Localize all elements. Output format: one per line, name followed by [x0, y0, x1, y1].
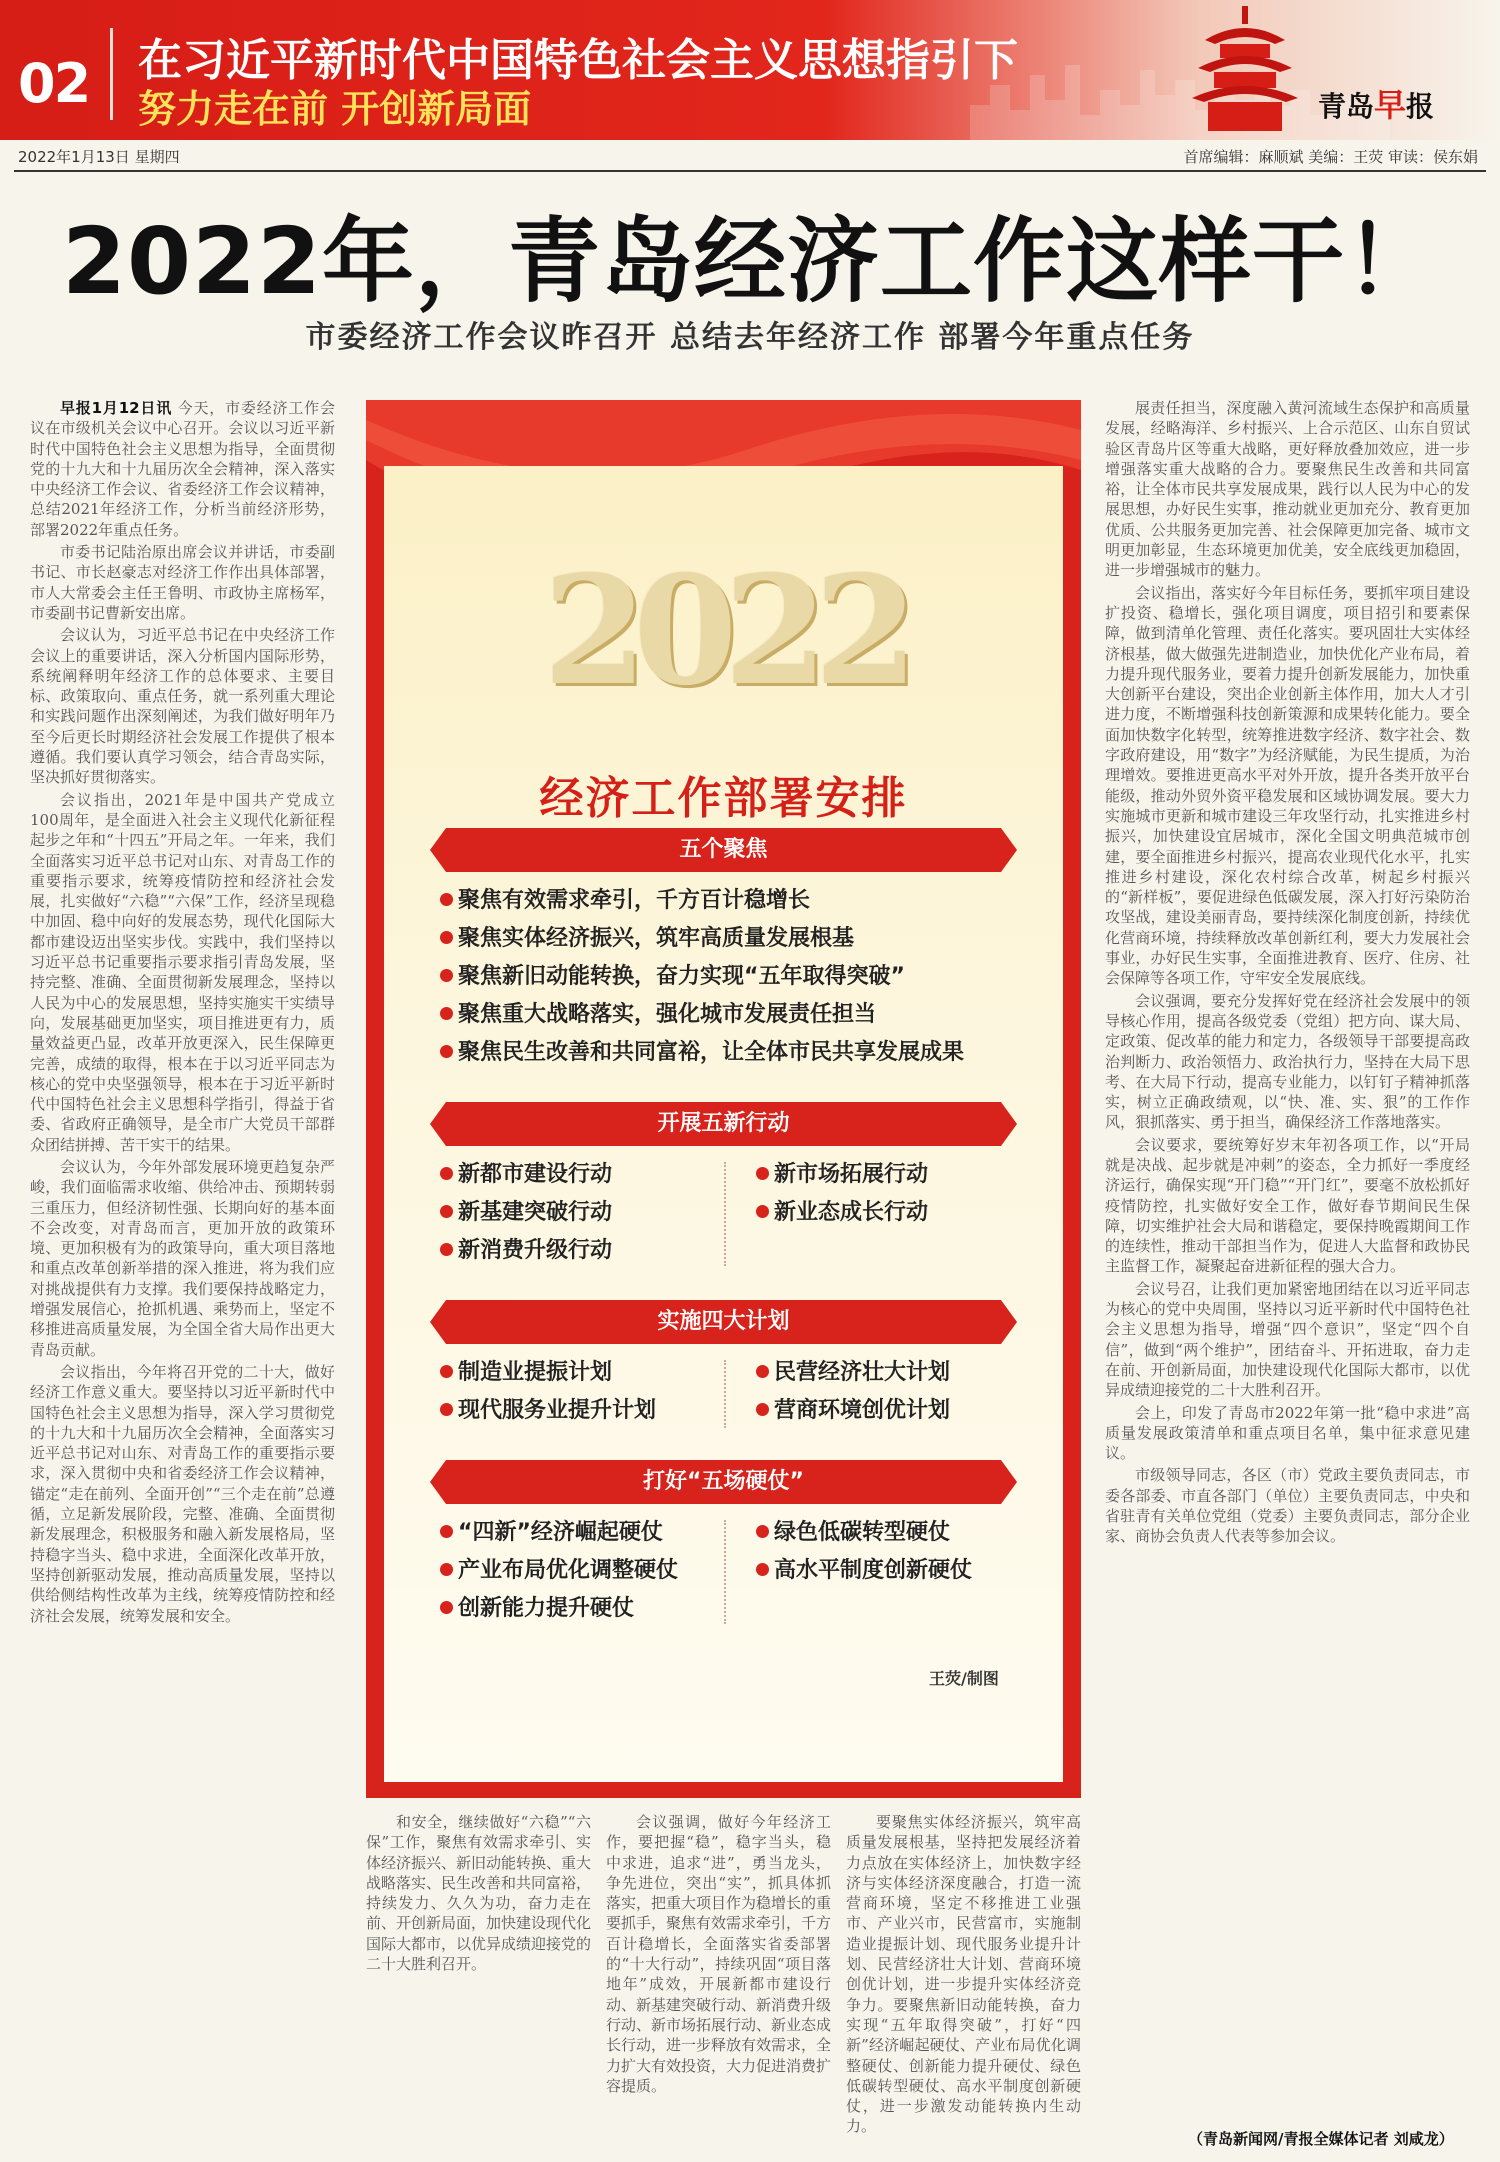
article-column-left	[30, 398, 335, 2143]
bullet-icon	[440, 1563, 453, 1576]
bullet-icon	[756, 1403, 769, 1416]
poster-year: 2022	[542, 543, 905, 719]
article-paragraph: 会议强调，要充分发挥好党在经济社会发展中的领导核心作用，提高各级党委（党组）把方向、谋大局、定政策、促改革的能力和定力，各级领导干部要提高政治判断力、政治领悟力、政治执行力，坚持在大局下思考、在大局下行动，提高专业能力，以钉钉子精神抓落实，树立正确政绩观，以“快、准、实、狠”的工作作风，狠抓落实、勇于担当，确保经济工作落地落实。	[1105, 991, 1470, 1132]
bullet-icon	[440, 931, 453, 944]
editor-credits: 首席编辑：麻顺斌 美编：王荧 审读：侯东娟	[1183, 148, 1478, 166]
article-paragraph: 早报1月12日讯 今天，市委经济工作会议在市级机关会议中心召开。会议以习近平新时代中国特色社会主义思想为指导，全面贯彻党的十九大和十九届历次全会精神，深入落实中央经济工作会议、省委经济工作会议精神，总结2021年经济工作，分析当前经济形势，部署2022年重点任务。	[30, 399, 335, 539]
article-column-right	[1105, 398, 1470, 2143]
brand-highlight: 早	[1374, 86, 1407, 124]
page-number: 02	[18, 52, 90, 115]
action-item: 新市场拓展行动	[756, 1158, 928, 1192]
masthead-slogan: 努力走在前 开创新局面	[138, 87, 532, 131]
bullet-icon	[440, 1525, 453, 1538]
bullet-icon	[756, 1205, 769, 1218]
battle-item: 绿色低碳转型硬仗	[756, 1516, 950, 1550]
bullet-icon	[440, 1205, 453, 1218]
bullet-icon	[440, 1243, 453, 1256]
reporter-byline: （青岛新闻网/青报全媒体记者 刘咸龙）	[1188, 2130, 1454, 2148]
focus-item: 聚焦有效需求牵引，千方百计稳增长	[440, 884, 810, 918]
infographic-poster	[366, 400, 1081, 1798]
bullet-icon	[756, 1365, 769, 1378]
action-item: 新业态成长行动	[756, 1196, 928, 1230]
masthead-divider	[110, 28, 113, 120]
article-paragraph: 会议指出，今年将召开党的二十大，做好经济工作意义重大。要坚持以习近平新时代中国特色社会主义思想为指导，深入学习贯彻党的十九大和十九届历次全会精神，全面落实习近平总书记对山东、对青岛工作的重要指示要求，深入贯彻中央和省委经济工作会议精神，锚定“走在前列、全面开创”“三个走在前”总遵循，立足新发展阶段，完整、准确、全面贯彻新发展理念，积极服务和融入新发展格局，坚持稳字当头、稳中求进，全面深化改革开放，坚持创新驱动发展，推动高质量发展，坚持以供给侧结构性改革为主线，统筹疫情防控和经济社会发展，统筹发展和安全。	[30, 1362, 335, 1625]
issue-date: 2022年1月13日 星期四	[18, 148, 180, 166]
article-paragraph: 要聚焦实体经济振兴，筑牢高质量发展根基，坚持把发展经济着力点放在实体经济上，加快数字经济与实体经济深度融合，打造一流营商环境，坚定不移推进工业强市、产业兴市，民营富市，实施制造业提振计划、现代服务业提升计划、民营经济壮大计划、营商环境创优计划，进一步提升实体经济竞争力。要聚焦新旧动能转换，奋力实现“五年取得突破”，打好“四新”经济崛起硬仗、产业布局优化调整硬仗、创新能力提升硬仗、绿色低碳转型硬仗、高水平制度创新硬仗，进一步激发动能转换内生动力。	[846, 1813, 1081, 2136]
column-divider	[724, 1360, 726, 1428]
bullet-icon	[756, 1563, 769, 1576]
column-divider	[724, 1520, 726, 1624]
masthead-title: 在习近平新时代中国特色社会主义思想指引下	[138, 35, 1018, 86]
article-lead: 早报1月12日讯	[60, 399, 173, 417]
poster-title: 经济工作部署安排	[539, 773, 908, 824]
article-paragraph: 展责任担当，深度融入黄河流域生态保护和高质量发展，经略海洋、乡村振兴、上合示范区、山东自贸试验区青岛片区等重大战略，更好释放叠加效应，进一步增强落实重大战略的合力。要聚焦民生改善和共同富裕，让全体市民共享发展成果，践行以人民为中心的发展思想，办好民生实事，推动就业更加充分、教育更加优质、公共服务更加完善、社会保障更加完备、城市文明更加彰显，生态环境更加优美，安全底线更加稳固，进一步增强城市的魅力。	[1105, 399, 1470, 580]
action-item: 新消费升级行动	[440, 1234, 612, 1268]
section-banner: 实施四大计划	[446, 1300, 1001, 1344]
battle-item: 产业布局优化调整硬仗	[440, 1554, 678, 1588]
plan-item: 营商环境创优计划	[756, 1394, 950, 1428]
section-banner: 打好“五场硬仗”	[446, 1460, 1001, 1504]
focus-item: 聚焦实体经济振兴，筑牢高质量发展根基	[440, 922, 854, 956]
action-item: 新基建突破行动	[440, 1196, 612, 1230]
focus-item: 聚焦新旧动能转换，奋力实现“五年取得突破”	[440, 960, 905, 994]
focus-item: 聚焦民生改善和共同富裕，让全体市民共享发展成果	[440, 1036, 964, 1070]
article-paragraph: 会议号召，让我们更加紧密地团结在以习近平同志为核心的党中央周围，坚持以习近平新时代中国特色社会主义思想为指导，增强“四个意识”，坚定“四个自信”，做到“两个维护”，团结奋斗、开拓进取，奋力走在前、开创新局面，加快建设现代化国际大都市，以优异成绩迎接党的二十大胜利召开。	[1105, 1279, 1470, 1400]
bullet-icon	[440, 969, 453, 982]
article-paragraph: 会议强调，做好今年经济工作，要把握“稳”，稳字当头，稳中求进，追求“进”，勇当龙头，争先进位，突出“实”，抓具体抓落实，把重大项目作为稳增长的重要抓手，聚焦有效需求牵引，千方百计稳增长，全面落实省委部署的“十大行动”，持续巩固“项目落地年”成效，开展新都市建设行动、新基建突破行动、新消费升级行动、新市场拓展行动、新业态成长行动，进一步释放有效需求，全力扩大有效投资，大力促进消费扩容提质。	[606, 1813, 831, 2095]
article-column-bottom-1	[366, 1812, 591, 2142]
column-divider	[724, 1162, 726, 1266]
article-paragraph: 会议认为，习近平总书记在中央经济工作会议上的重要讲话，深入分析国内国际形势，系统阐释明年经济工作的总体要求、主要目标、政策取向、重点任务，就一系列重大理论和实践问题作出深刻阐述，为我们做好明年乃至今后更长时期经济社会发展工作提供了根本遵循。我们要认真学习领会，结合青岛实际，坚决抓好贯彻落实。	[30, 626, 335, 787]
article-paragraph: 市委书记陆治原出席会议并讲话，市委副书记、市长赵豪志对经济工作作出具体部署，市人大常委会主任王鲁明、市政协主席杨军，市委副书记曹新安出席。	[30, 543, 335, 622]
brand-prefix: 青岛	[1318, 90, 1375, 123]
bullet-icon	[440, 893, 453, 906]
article-paragraph: 会上，印发了青岛市2022年第一批“稳中求进”高质量发展政策清单和重点项目名单，集中征求意见建议。	[1105, 1403, 1470, 1463]
article-column-bottom-2	[606, 1812, 831, 2142]
bullet-icon	[440, 1601, 453, 1614]
poster-panel	[384, 466, 1063, 1782]
subheadline: 市委经济工作会议昨召开 总结去年经济工作 部署今年重点任务	[305, 320, 1195, 355]
section-banner: 五个聚焦	[446, 828, 1001, 872]
battle-item: “四新”经济崛起硬仗	[440, 1516, 663, 1550]
article-paragraph: 市级领导同志，各区（市）党政主要负责同志，市委各部委、市直各部门（单位）主要负责同志，中央和省驻青有关单位党组（党委）主要负责同志，部分企业家、商协会负责人代表等参加会议。	[1105, 1466, 1470, 1546]
bullet-icon	[440, 1007, 453, 1020]
bullet-icon	[756, 1167, 769, 1180]
graphic-credit: 王荧/制图	[929, 1669, 999, 1688]
section-banner: 开展五新行动	[446, 1102, 1001, 1146]
newspaper-brand	[1318, 80, 1434, 126]
battle-item: 高水平制度创新硬仗	[756, 1554, 972, 1588]
focus-item: 聚焦重大战略落实，强化城市发展责任担当	[440, 998, 876, 1032]
bullet-icon	[440, 1403, 453, 1416]
action-item: 新都市建设行动	[440, 1158, 612, 1192]
battle-item: 创新能力提升硬仗	[440, 1592, 634, 1626]
bullet-icon	[440, 1167, 453, 1180]
article-column-bottom-3	[846, 1812, 1081, 2142]
article-paragraph: 会议认为，今年外部发展环境更趋复杂严峻，我们面临需求收缩、供给冲击、预期转弱三重压力，但经济韧性强、长期向好的基本面不会改变，对青岛而言，更加开放的政策环境、更加积极有为的政策导向，重大项目落地和重点改革创新举措的深入推进，将为我们应对挑战提供有力支撑。我们要保持战略定力，增强发展信心，抢抓机遇、乘势而上，坚定不移推进高质量发展，为全国全省大局作出更大青岛贡献。	[30, 1157, 335, 1359]
plan-item: 现代服务业提升计划	[440, 1394, 656, 1428]
plan-item: 民营经济壮大计划	[756, 1356, 950, 1390]
article-paragraph: 会议指出，落实好今年目标任务，要抓牢项目建设扩投资、稳增长，强化项目调度，项目招引和要素保障，做到清单化管理、责任化落实。要巩固壮大实体经济根基，做大做强先进制造业，加快优化产业布局，着力提升现代服务业，要着力提升创新发展能力，加快重大创新平台建设，突出企业创新主体作用，加大人才引进力度，不断增强科技创新策源和成果转化能力。要全面加快数字化转型，统筹推进数字经济、数字社会、数字政府建设，用“数字”为经济赋能，为民生提质，为治理增效。要推进更高水平对外开放，提升各类开放平台能级，推动外贸外资平稳发展和区域协调发展。要大力实施城市更新和城市建设三年攻坚行动，扎实推进乡村振兴，加快建设宜居城市，深化全国文明典范城市创建，要全面推进乡村振兴，提高农业现代化水平，扎实推进乡村建设，深化农村综合改革，树起乡村振兴的“新样板”，要促进绿色低碳发展，深入打好污染防治攻坚战，建设美丽青岛，要持续深化制度创新，持续优化营商环境，持续释放改革创新红利，要大力发展社会事业，办好民生实事，全面推进教育、医疗、住房、社会保障等各项工作，守牢安全发展底线。	[1105, 583, 1470, 988]
plan-item: 制造业提振计划	[440, 1356, 612, 1390]
article-paragraph: 和安全，继续做好“六稳”“六保”工作，聚焦有效需求牵引、实体经济振兴、新旧动能转换、重大战略落实、民生改善和共同富裕，持续发力、久久为功，奋力走在前、开创新局面，加快建设现代化国际大都市，以优异成绩迎接党的二十大胜利召开。	[366, 1813, 591, 1974]
headline: 2022年，青岛经济工作这样干！	[61, 208, 1439, 315]
pagoda-logo-icon	[1190, 6, 1300, 131]
article-paragraph: 会议要求，要统筹好岁末年初各项工作，以“开局就是决战、起步就是冲刺”的姿态，全力抓好一季度经济运行，确保实现“开门稳”“开门红”，要毫不放松抓好疫情防控，扎实做好安全工作，做好春节期间民生保障，切实维护社会大局和谐稳定，要保持晚霞期间工作的连续性，推动干部担当作为，促进人大监督和政协民主监督工作，凝聚起奋进新征程的强大合力。	[1105, 1135, 1470, 1276]
bullet-icon	[440, 1045, 453, 1058]
article-paragraph: 会议指出，2021年是中国共产党成立100周年，是全面进入社会主义现代化新征程起步之年和“十四五”开局之年。一年来，我们全面落实习近平总书记对山东、对青岛工作的重要指示要求，统筹疫情防控和经济社会发展，扎实做好“六稳”“六保”工作，经济呈现稳中加固、稳中向好的发展态势，现代化国际大都市建设迈出坚实步伐。实践中，我们坚持以习近平总书记重要指示要求指引青岛发展，坚持完整、准确、全面贯彻新发展理念，坚持以人民为中心的发展思想，坚持实施实干实绩导向，发展基础更加坚实，项目推进更有力，质量效益更凸显，改革开放更深入，民生保障更完善，成绩的取得，根本在于以习近平同志为核心的党中央坚强领导，根本在于习近平新时代中国特色社会主义思想科学指引，得益于省委、省政府正确领导，是全市广大党员干部群众团结拼搏、苦干实干的结果。	[30, 790, 335, 1154]
header-rule	[14, 170, 1486, 172]
masthead	[0, 0, 1500, 140]
bullet-icon	[440, 1365, 453, 1378]
bullet-icon	[756, 1525, 769, 1538]
brand-suffix: 报	[1406, 90, 1435, 123]
